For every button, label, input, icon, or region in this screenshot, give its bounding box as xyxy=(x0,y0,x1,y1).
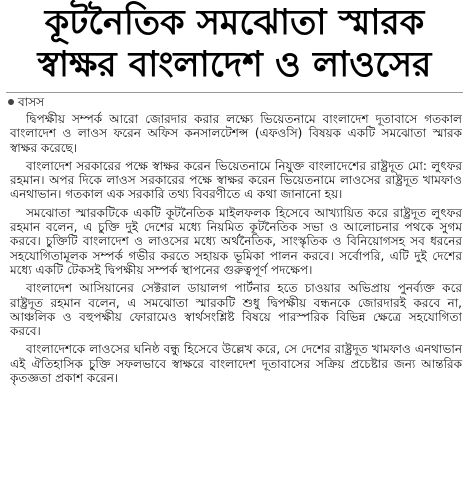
paragraph: বাংলাদেশ আসিয়ানের সেক্টরাল ডায়ালগ পার্টনার হতে চাওয়ার অভিপ্রায় পুনর্ব্যক্ত করে রাষ্ট্রদূত রহমান বলেন, এ সমঝোতা স্মারকটি শুধু দ্বিপক্ষীয় বন্ধনকে জোরদারই করবে না, আঞ্চলিক ও বহুপক্ষীয় ফোরামেও স্বার্থসংশ্লিষ্ট বিষয়ে পারস্পরিক বিভিন্ন ক্ষেত্রে সহযোগিতা করবে। xyxy=(10,281,462,339)
paragraph: দ্বিপক্ষীয় সম্পর্ক আরো জোরদার করার লক্ষ্যে ভিয়েতনামে বাংলাদেশ দূতাবাসে গতকাল বাংলাদেশ ও লাওস ফরেন অফিস কনসালটেশন্স (এফওসি) বিষয়ক একটি সমঝোতা স্মারক স্বাক্ষর করেছে। xyxy=(10,112,462,155)
paragraph: বাংলাদেশকে লাওসের ঘনিষ্ঠ বন্ধু হিসেবে উল্লেখ করে, সে দেশের রাষ্ট্রদূত খামফাও এনথাভান এই ঐতিহাসিক চুক্তি সফলভাবে স্বাক্ষরে বাংলাদেশ দূতাবাসের সক্রিয় প্রচেষ্টার জন্য আন্তরিক কৃতজ্ঞতা প্রকাশ করেন। xyxy=(10,342,462,386)
headline xyxy=(0,2,469,86)
bullet-icon xyxy=(8,99,14,105)
headline-line-1: কূটনৈতিক সমঝোতা স্মারক xyxy=(44,3,425,43)
article-body xyxy=(10,112,462,389)
divider xyxy=(6,92,463,93)
paragraph: বাংলাদেশ সরকারের পক্ষে স্বাক্ষর করেন ভিয়েতনামে নিযুক্ত বাংলাদেশের রাষ্ট্রদূত মো: লুৎফর রহমান। অপর দিকে লাওস সরকারের পক্ষে স্বাক্ষর করেন ভিয়েতনামে লাওসের রাষ্ট্রদূত খামফাও এনথাভান। গতকাল এক সরকারি তথ্য বিবরণীতে এ কথা জানানো হয়। xyxy=(10,158,462,202)
byline xyxy=(8,95,44,109)
paragraph: সমঝোতা স্মারকটিকে একটি কূটনৈতিক মাইলফলক হিসেবে আখ্যায়িত করে রাষ্ট্রদূত লুৎফর রহমান বলেন, এ চুক্তি দুই দেশের মধ্যে নিয়মিত কূটনৈতিক সভা ও আলোচনার পথকে সুগম করবে। চুক্তিটি বাংলাদেশ ও লাওসের মধ্যে অর্থনৈতিক, সাংস্কৃতিক ও বিনিয়োগসহ সব ধরনের সহযোগিতামূলক সম্পর্ক গভীর করতে সহায়ক ভূমিকা পালন করবে। সর্বোপরি, এটি দুই দেশের মধ্যে একটি টেকসই দ্বিপক্ষীয় সম্পর্ক স্থাপনের গুরুত্বপূর্ণ পদক্ষেপ। xyxy=(10,205,462,277)
headline-line-2: স্বাক্ষর বাংলাদেশ ও লাওসের xyxy=(37,45,432,85)
byline-source: বাসস xyxy=(18,95,45,109)
